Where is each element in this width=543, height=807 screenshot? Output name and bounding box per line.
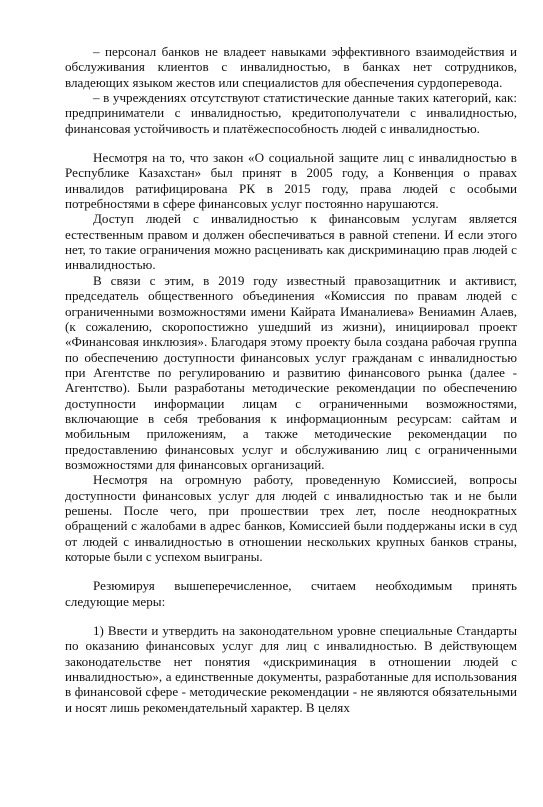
paragraph-measure-1: 1) Ввести и утвердить на законодательном уровне специальные Стандарты по оказанию финансовых услуг для лиц с инвалидностью. В действующем законодательстве нет понятия «дискриминация в отношении людей с инвалидностью», а единственные документы, разработанные для использования в финансовой сфере - методические рекомендации - не являются обязательными и носят лишь рекомендательный характер. В целях bbox=[65, 623, 517, 715]
paragraph-lawsuits: Несмотря на огромную работу, проведенную Комиссией, вопросы доступности финансовых услуг для людей с инвалидностью так и не были решены. После чего, при прошествии трех лет, после неоднократных обращений с жалобами в адрес банков, Комиссией были поддержаны иски в суд от людей с инвалидностью в отношении нескольких крупных банков страны, которые были с успехом выиграны. bbox=[65, 472, 517, 564]
paragraph-gap bbox=[65, 136, 517, 150]
paragraph-gap bbox=[65, 609, 517, 623]
paragraph-staff-skills: – персонал банков не владеет навыками эффективного взаимодействия и обслуживания клиентов с инвалидностью, в банках нет сотрудников, владеющих языком жестов или специалистов для обеспечения сурдоперевода. bbox=[65, 44, 517, 90]
paragraph-law: Несмотря на то, что закон «О социальной защите лиц с инвалидностью в Республике Казахстан» был принят в 2005 году, а Конвенция о правах инвалидов ратифицирована РК в 2015 году, права людей с особыми потребностями в сфере финансовых услуг постоянно нарушаются. bbox=[65, 150, 517, 212]
paragraph-access-right: Доступ людей с инвалидностью к финансовым услугам является естественным правом и должен обеспечиваться в равной степени. И если этого нет, то такие ограничения можно расценивать как дискриминацию прав людей с инвалидностью. bbox=[65, 211, 517, 273]
paragraph-commission: В связи с этим, в 2019 году известный правозащитник и активист, председатель общественного объединения «Комиссия по правам людей с ограниченными возможностями имени Кайрата Иманалиева» Вениамин Алаев, (к сожалению, скоропостижно ушедший из жизни), инициировал проект «Финансовая инклюзия». Благодаря этому проекту была создана рабочая группа по обеспечению доступности финансовых услуг гражданам с инвалидностью при Агентстве по регулированию и развитию финансового рынка (далее - Агентство). Были разработаны методические рекомендации по обеспечению доступности информации лицам с ограниченными возможностями, включающие в себя требования к информационным ресурсам: сайтам и мобильным приложениям, а также методические рекомендации по предоставлению финансовых услуг и обслуживанию лиц с ограниченными возможностями для финансовых организаций. bbox=[65, 272, 517, 472]
document-body bbox=[65, 44, 517, 715]
paragraph-summary: Резюмируя вышеперечисленное, считаем необходимым принять следующие меры: bbox=[65, 578, 517, 609]
paragraph-statistics: – в учреждениях отсутствуют статистические данные таких категорий, как: предприниматели с инвалидностью, кредитополучатели с инвалидностью, финансовая устойчивость и платёжеспособность людей с инвалидностью. bbox=[65, 90, 517, 136]
paragraph-gap bbox=[65, 564, 517, 578]
